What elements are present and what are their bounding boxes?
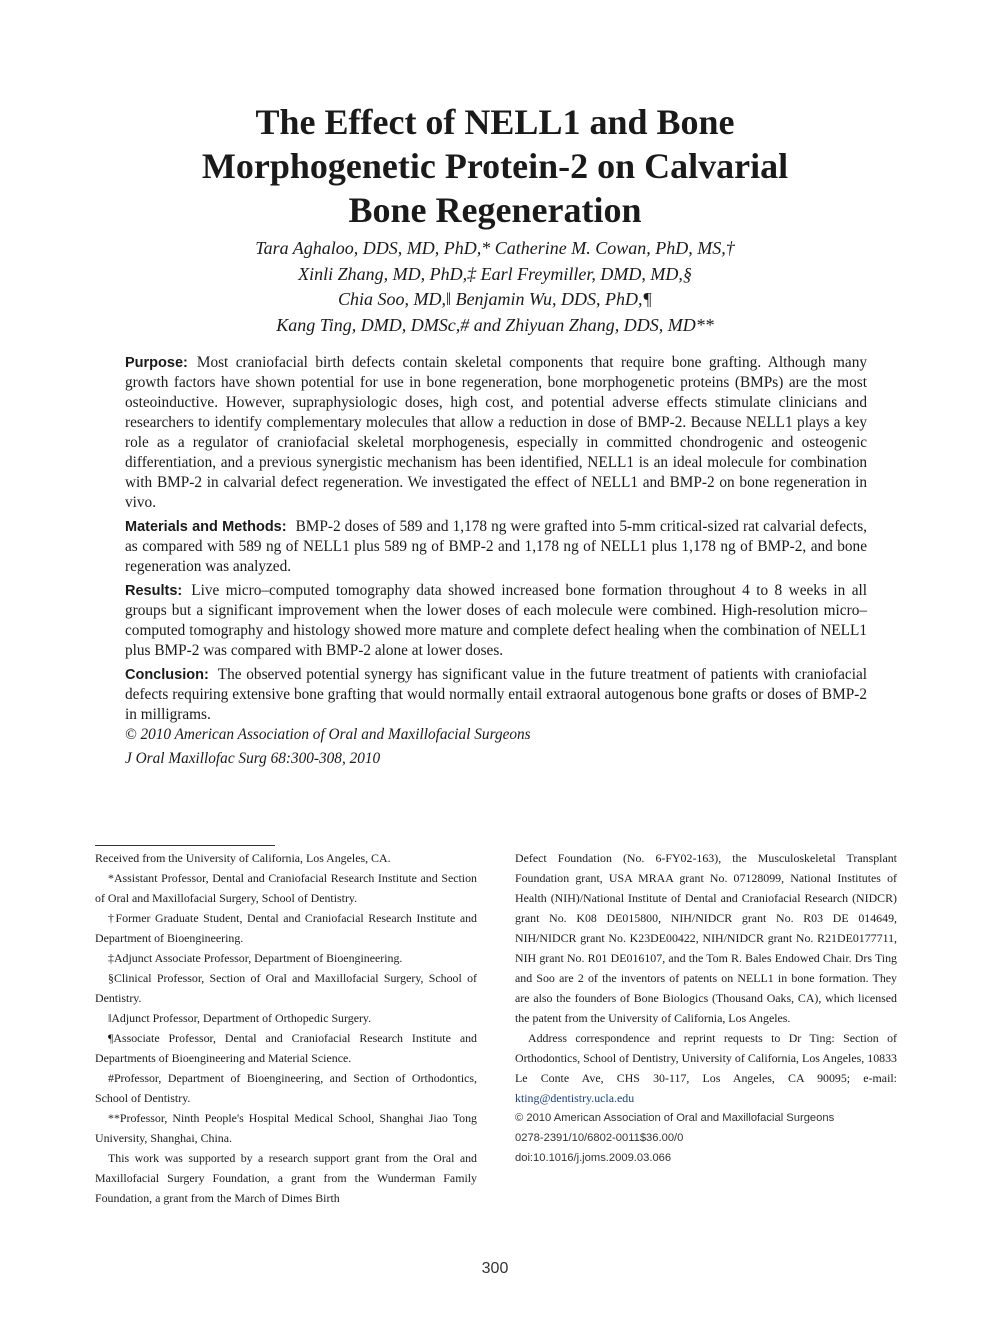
- methods-text: BMP-2 doses of 589 and 1,178 ng were grafted into 5-mm critical-sized rat calvarial defects, as compared with 589 ng of NELL1 plus 589 ng of BMP-2 and 1,178 ng of NELL1 plus 1,178 ng of BMP-2, and bone regeneration was analyzed.: [125, 518, 867, 575]
- title-line: The Effect of NELL1 and Bone: [255, 102, 735, 142]
- purpose-label: Purpose:: [125, 355, 188, 371]
- author-line: Kang Ting, DMD, DMSc,# and Zhiyuan Zhang, DDS, MD**: [276, 314, 714, 335]
- footnote-affiliation: §Clinical Professor, Section of Oral and Maxillofacial Surgery, School of Dentistry.: [95, 971, 477, 1005]
- footnote-funding-continued: Defect Foundation (No. 6-FY02-163), the Musculoskeletal Transplant Foundation grant, USA MRAA grant No. 07128099, National Institutes of Health (NIH)/National Institute of Dental and Craniofacial Research (NIDCR) grant No. K08 DE015800, NIH/NIDCR grant No. R03 DE 014649, NIH/NIDCR grant No. K23DE00422, NIH/NIDCR grant No. R21DE0177711, NIH grant No. R01 DE016107, and the Tom R. Bales Endowed Chair. Drs Ting and Soo are 2 of the inventors of patents on NELL1 in bone formation. They are also the founders of Bone Biologics (Thousand Oaks, CA), which licensed the patent from the University of California, Los Angeles.: [515, 851, 897, 1025]
- abstract-methods: [125, 517, 867, 577]
- author-line: Chia Soo, MD,‖ Benjamin Wu, DDS, PhD,¶: [338, 289, 652, 309]
- abstract-purpose: [125, 353, 867, 513]
- conclusion-text: The observed potential synergy has significant value in the future treatment of patients with craniofacial defects requiring extensive bone grafting that would normally entail extraoral autogenous bone grafts or doses of BMP-2 in milligrams.: [125, 666, 867, 723]
- footnote-correspondence: [515, 1028, 897, 1108]
- footnote-affiliation: **Professor, Ninth People's Hospital Medical School, Shanghai Jiao Tong University, Shanghai, China.: [95, 1111, 477, 1145]
- results-label: Results:: [125, 583, 183, 599]
- journal-citation: J Oral Maxillofac Surg 68:300-308, 2010: [125, 750, 381, 767]
- footnote-funding: This work was supported by a research support grant from the Oral and Maxillofacial Surgery Foundation, a grant from the Wunderman Family Foundation, a grant from the March of Dimes Birth: [95, 1151, 477, 1205]
- abstract: [125, 353, 867, 773]
- author-line: Xinli Zhang, MD, PhD,‡ Earl Freymiller, DMD, MD,§: [298, 263, 692, 284]
- author-list: [120, 236, 870, 338]
- footnote-doi: doi:10.1016/j.joms.2009.03.066: [515, 1152, 672, 1164]
- footnote-affiliation: *Assistant Professor, Dental and Craniofacial Research Institute and Section of Oral and Maxillofacial Surgery, School of Dentistry.: [95, 871, 477, 905]
- footnote-affiliation: ‖Adjunct Professor, Department of Orthopedic Surgery.: [108, 1011, 372, 1025]
- title-line: Bone Regeneration: [348, 190, 642, 230]
- correspondence-address: Address correspondence and reprint requests to Dr Ting: Section of Orthodontics, School of Dentistry, University of California, Los Angeles, 10833 Le Conte Ave, CHS 30-117, Los Angeles, CA 90095; e-mail:: [515, 1031, 897, 1085]
- methods-label: Materials and Methods:: [125, 519, 287, 535]
- footnote-divider: [95, 845, 275, 846]
- abstract-conclusion: [125, 665, 867, 725]
- author-line: Tara Aghaloo, DDS, MD, PhD,* Catherine M. Cowan, PhD, MS,†: [255, 238, 735, 258]
- correspondence-email-link[interactable]: kting@dentistry.ucla.edu: [515, 1091, 635, 1105]
- abstract-copyright: © 2010 American Association of Oral and Maxillofacial Surgeons: [125, 726, 531, 743]
- footnote-received: Received from the University of California, Los Angeles, CA.: [95, 851, 391, 865]
- article-title: [120, 100, 870, 232]
- purpose-text: Most craniofacial birth defects contain skeletal components that require bone grafting. Although many growth factors have shown potential for use in bone regeneration, bone morphogenetic proteins (BMPs) are the most osteoinductive. However, supraphysiologic doses, high cost, and potential adverse effects stimulate clinicians and researchers to identify complementary molecules that allow a reduction in dose of BMP-2. Because NELL1 plays a key role as a regulator of craniofacial skeletal morphogenesis, especially in committed chondrogenic and osteogenic differentiation, and a previous synergistic mechanism has been identified, NELL1 is an ideal molecule for combination with BMP-2 in calvarial defect regeneration. We investigated the effect of NELL1 and BMP-2 on bone regeneration in vivo.: [125, 354, 867, 511]
- results-text: Live micro–computed tomography data showed increased bone formation throughout 4 to 8 weeks in all groups but a significant improvement when the lower doses of each molecule were combined. High-resolution micro–computed tomography and histology showed more mature and complete defect healing when the combination of NELL1 plus BMP-2 was compared with BMP-2 alone at lower doses.: [125, 582, 867, 659]
- conclusion-label: Conclusion:: [125, 667, 209, 683]
- footnote-affiliation: ¶Associate Professor, Dental and Craniofacial Research Institute and Departments of Bioengineering and Material Science.: [95, 1031, 477, 1065]
- abstract-results: [125, 581, 867, 661]
- footnote-issn: 0278-2391/10/6802-0011$36.00/0: [515, 1132, 684, 1144]
- page-number: 300: [481, 1260, 509, 1277]
- footnote-affiliation: #Professor, Department of Bioengineering, and Section of Orthodontics, School of Dentistry.: [95, 1071, 477, 1105]
- footnote-affiliation: †Former Graduate Student, Dental and Craniofacial Research Institute and Department of Bioengineering.: [95, 911, 477, 945]
- footnotes-right-column: [515, 848, 897, 1168]
- footnote-copyright: © 2010 American Association of Oral and Maxillofacial Surgeons: [515, 1112, 835, 1124]
- footnotes-left-column: [95, 848, 477, 1208]
- footnote-affiliation: ‡Adjunct Associate Professor, Department of Bioengineering.: [108, 951, 403, 965]
- title-line: Morphogenetic Protein-2 on Calvarial: [201, 146, 789, 186]
